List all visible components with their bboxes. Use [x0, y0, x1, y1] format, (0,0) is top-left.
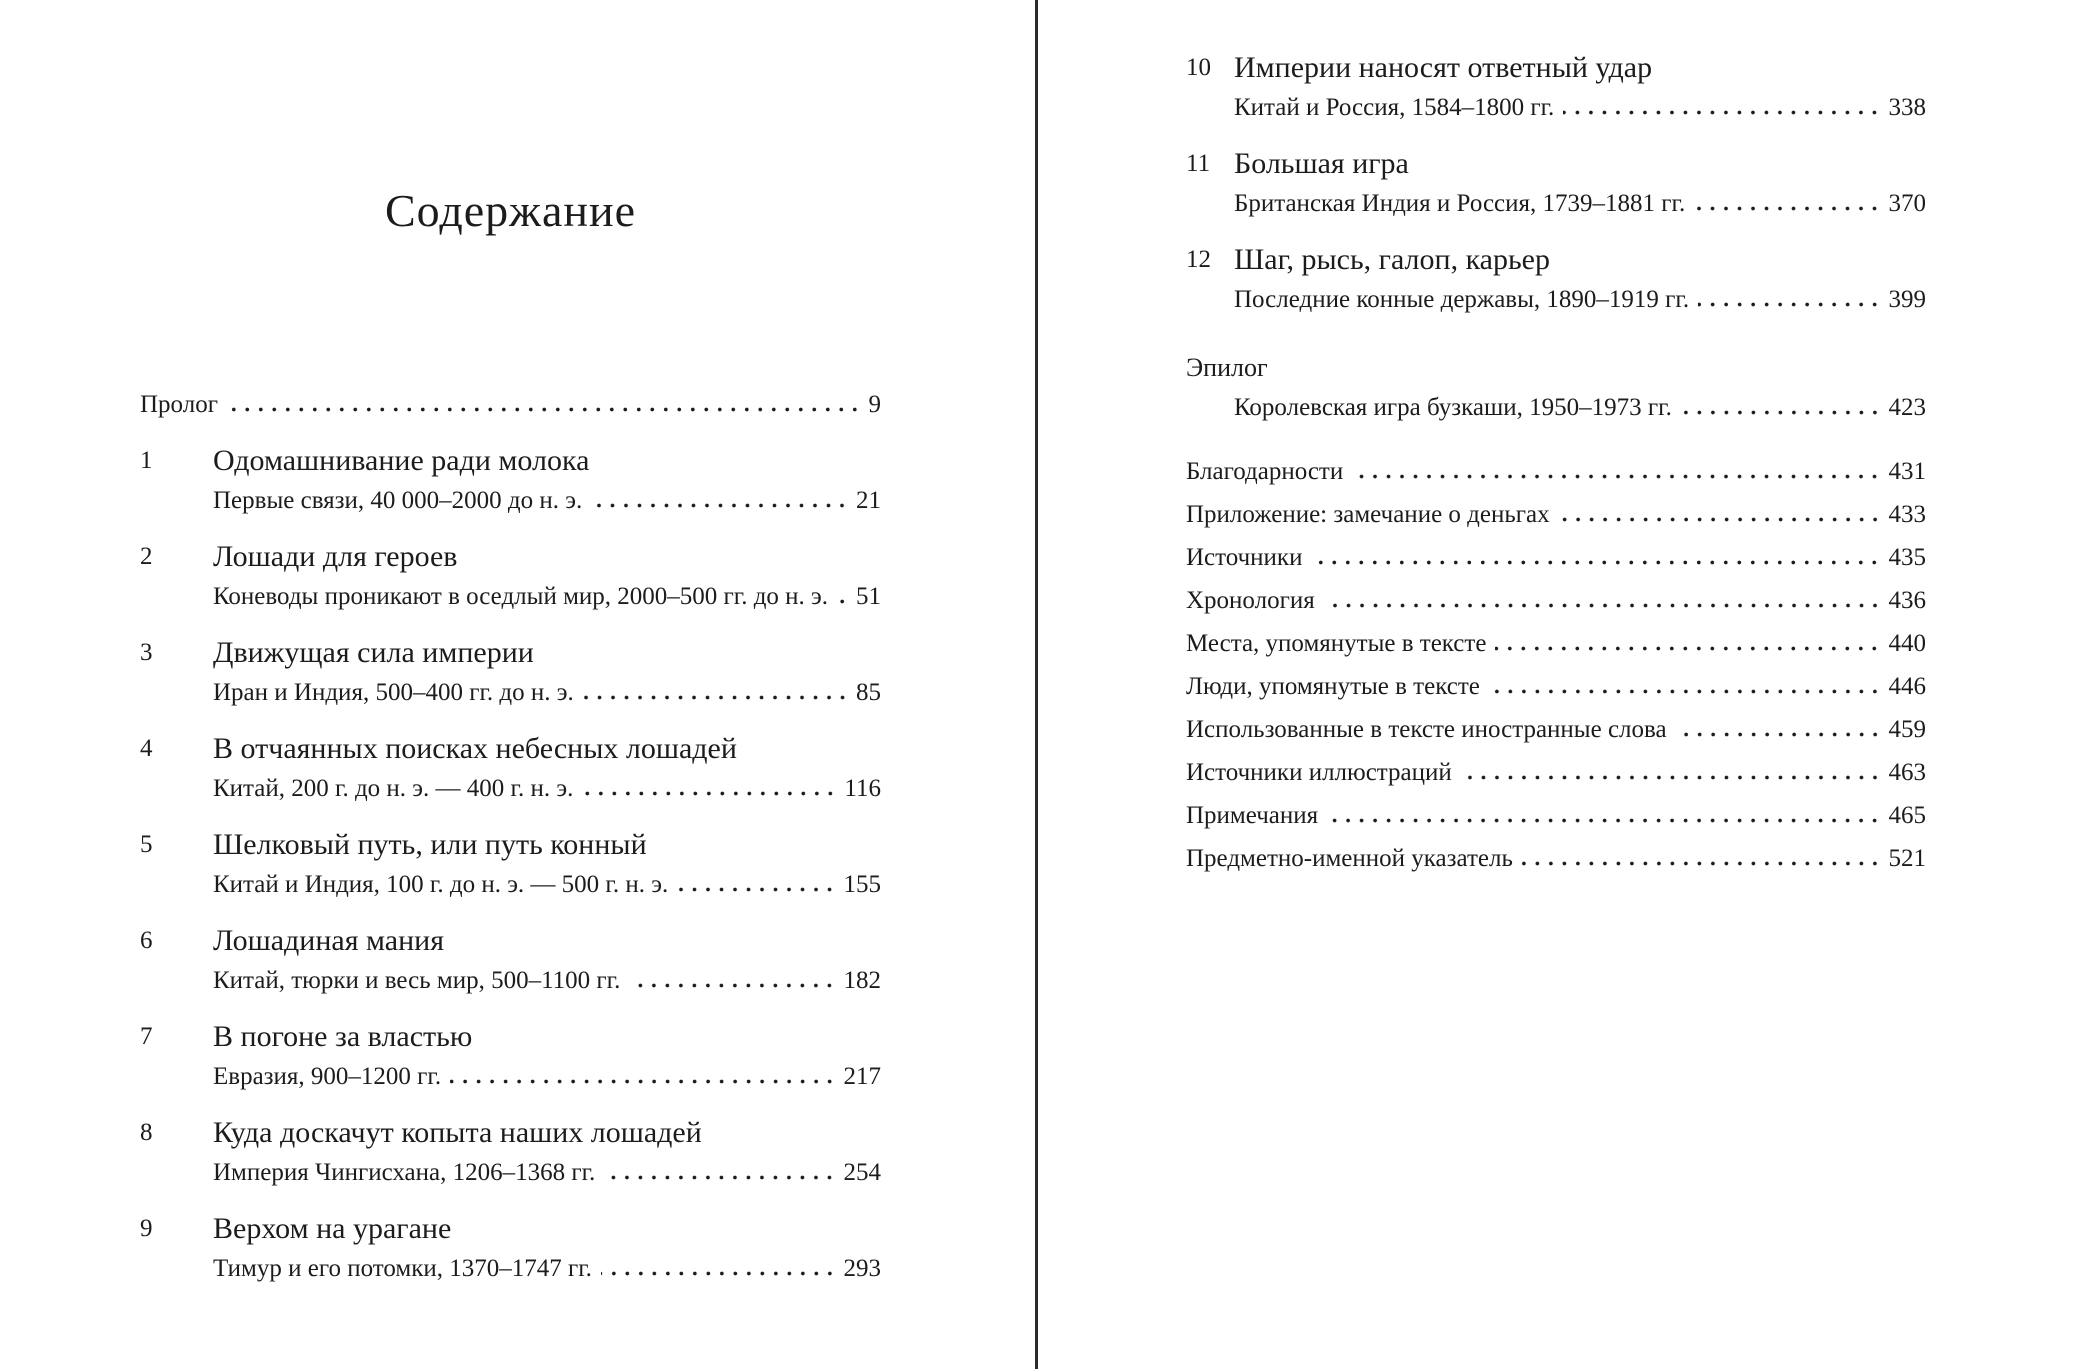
back-matter-label: Использованные в тексте иностранные слова	[1186, 716, 1667, 743]
epilogue-subtitle-row	[1186, 388, 1926, 428]
chapter-list-left	[140, 441, 881, 1289]
chapter-entry	[1186, 48, 1926, 128]
chapter-body	[213, 537, 881, 617]
back-matter-row	[1186, 622, 1926, 665]
chapter-title: Верхом на урагане	[213, 1212, 452, 1245]
chapter-number: 9	[140, 1215, 153, 1242]
chapter-entry	[1186, 144, 1926, 224]
chapter-body	[213, 729, 881, 809]
dot-leader	[1522, 861, 1882, 866]
back-matter-label: Приложение: замечание о деньгах	[1186, 501, 1550, 528]
dot-leader	[1327, 818, 1881, 823]
chapter-subtitle-row	[213, 673, 881, 713]
back-matter-label: Примечания	[1186, 802, 1319, 829]
page-number: 116	[844, 775, 881, 802]
chapter-subtitle-row	[213, 1249, 881, 1289]
dot-leader	[450, 1079, 836, 1084]
chapter-number: 8	[140, 1119, 153, 1146]
page-number: 433	[1888, 501, 1926, 528]
back-matter-label: Благодарности	[1186, 458, 1344, 485]
chapter-number: 11	[1186, 150, 1211, 177]
dot-leader	[1676, 732, 1882, 737]
dot-leader	[583, 695, 849, 700]
chapter-subtitle-row	[213, 769, 881, 809]
page-number: 9	[868, 391, 881, 418]
chapter-subtitle: Британская Индия и Россия, 1739–1881 гг.	[1234, 190, 1686, 217]
dot-leader	[1694, 206, 1881, 211]
back-matter-row	[1186, 493, 1926, 536]
dot-leader	[1559, 517, 1882, 522]
page-number: 521	[1888, 845, 1926, 872]
back-matter-label: Предметно-именной указатель	[1186, 845, 1513, 872]
dot-leader	[227, 407, 862, 412]
epilogue-heading: Эпилог	[1186, 353, 1268, 382]
page-number: 370	[1888, 190, 1926, 217]
chapter-subtitle-row	[213, 1057, 881, 1097]
chapter-body	[213, 825, 881, 905]
chapter-body	[213, 921, 881, 1001]
chapter-subtitle-row	[213, 865, 881, 905]
chapter-number: 1	[140, 447, 153, 474]
back-matter-row	[1186, 665, 1926, 708]
chapter-body	[1234, 144, 1926, 224]
back-matter-label: Источники	[1186, 544, 1303, 571]
page-number: 465	[1888, 802, 1926, 829]
page-number: 21	[856, 487, 881, 514]
back-matter-label: Хронология	[1186, 587, 1315, 614]
epilogue-subtitle: Королевская игра бузкаши, 1950–1973 гг.	[1234, 394, 1672, 421]
chapter-body	[213, 1209, 881, 1289]
chapter-subtitle-row	[1234, 184, 1926, 224]
dot-leader	[1681, 410, 1882, 415]
page-number: 182	[843, 967, 881, 994]
chapter-body	[1234, 48, 1926, 128]
page-number: 436	[1888, 587, 1926, 614]
chapter-title: Шаг, рысь, галоп, карьер	[1234, 243, 1550, 276]
page-number: 435	[1888, 544, 1926, 571]
chapter-subtitle-row	[1234, 88, 1926, 128]
page-number: 217	[843, 1063, 881, 1090]
chapter-subtitle: Китай, тюрки и весь мир, 500–1100 гг.	[213, 967, 621, 994]
dot-leader	[677, 887, 836, 892]
chapter-entry	[140, 825, 881, 905]
page-number: 459	[1888, 716, 1926, 743]
left-page	[140, 0, 881, 1289]
chapter-number: 4	[140, 735, 153, 762]
chapter-number: 5	[140, 831, 153, 858]
chapter-entry	[140, 1017, 881, 1097]
dot-leader	[1563, 110, 1881, 115]
page-number: 293	[843, 1255, 881, 1282]
chapter-entry	[140, 633, 881, 713]
dot-leader	[1311, 560, 1881, 565]
epilogue-block	[1186, 348, 1926, 428]
chapter-subtitle: Империя Чингисхана, 1206–1368 гг.	[213, 1159, 596, 1186]
chapter-subtitle-row	[213, 577, 881, 617]
chapter-subtitle: Евразия, 900–1200 гг.	[213, 1063, 442, 1090]
chapter-entry	[140, 729, 881, 809]
chapter-subtitle-row	[1234, 280, 1926, 320]
back-matter-row	[1186, 450, 1926, 493]
back-matter-label: Люди, упомянутые в тексте	[1186, 673, 1480, 700]
back-matter-row	[1186, 837, 1926, 880]
dot-leader	[837, 599, 849, 604]
back-matter-row	[1186, 536, 1926, 579]
chapter-subtitle: Китай, 200 г. до н. э. — 400 г. н. э.	[213, 775, 574, 802]
chapter-entry	[140, 921, 881, 1001]
chapter-list-right	[1186, 48, 1926, 320]
page-number: 85	[856, 679, 881, 706]
chapter-subtitle: Тимур и его потомки, 1370–1747 гг.	[213, 1255, 592, 1282]
dot-leader	[1352, 474, 1881, 479]
chapter-title: Одомашнивание ради молока	[213, 444, 590, 477]
chapter-number: 7	[140, 1023, 153, 1050]
page-number: 254	[843, 1159, 881, 1186]
chapter-body	[213, 1017, 881, 1097]
chapter-title: Движущая сила империи	[213, 636, 534, 669]
chapter-number: 10	[1186, 54, 1211, 81]
chapter-subtitle: Коневоды проникают в оседлый мир, 2000–500 гг. до н. э.	[213, 583, 829, 610]
back-matter-row	[1186, 751, 1926, 794]
page-number: 446	[1888, 673, 1926, 700]
back-matter-row	[1186, 579, 1926, 622]
dot-leader	[1495, 646, 1881, 651]
chapter-title: В погоне за властью	[213, 1020, 473, 1053]
chapter-body	[1234, 240, 1926, 320]
page-divider	[1035, 0, 1038, 1369]
dot-leader	[1461, 775, 1882, 780]
chapter-subtitle: Первые связи, 40 000–2000 до н. э.	[213, 487, 583, 514]
page-number: 463	[1888, 759, 1926, 786]
chapter-entry	[140, 1113, 881, 1193]
dot-leader	[1324, 603, 1882, 608]
chapter-number: 3	[140, 639, 153, 666]
chapter-title: Лошадиная мания	[213, 924, 445, 957]
chapter-subtitle: Китай и Индия, 100 г. до н. э. — 500 г. н. э.	[213, 871, 669, 898]
chapter-title: Шелковый путь, или путь конный	[213, 828, 647, 861]
prologue-label: Пролог	[140, 391, 218, 418]
page-number: 423	[1888, 394, 1926, 421]
page-title: Содержание	[384, 185, 637, 236]
page-number: 155	[843, 871, 881, 898]
chapter-title: Большая игра	[1234, 147, 1409, 180]
chapter-body	[213, 441, 881, 521]
back-matter-label: Места, упомянутые в тексте	[1186, 630, 1487, 657]
chapter-subtitle-row	[213, 481, 881, 521]
page-number: 440	[1888, 630, 1926, 657]
chapter-subtitle-row	[213, 961, 881, 1001]
chapter-title: Куда доскачут копыта наших лошадей	[213, 1116, 702, 1149]
dot-leader	[1489, 689, 1882, 694]
dot-leader	[1698, 302, 1881, 307]
chapter-subtitle: Иран и Индия, 500–400 гг. до н. э.	[213, 679, 574, 706]
right-page	[1186, 0, 1926, 880]
prologue-row	[140, 385, 881, 425]
dot-leader	[601, 1271, 837, 1276]
chapter-title: Лошади для героев	[213, 540, 458, 573]
back-matter-list	[1186, 450, 1926, 880]
page-number: 431	[1888, 458, 1926, 485]
chapter-entry	[1186, 240, 1926, 320]
chapter-subtitle: Последние конные державы, 1890–1919 гг.	[1234, 286, 1690, 313]
chapter-number: 2	[140, 543, 153, 570]
back-matter-row	[1186, 794, 1926, 837]
dot-leader	[591, 503, 849, 508]
chapter-title: В отчаянных поисках небесных лошадей	[213, 732, 737, 765]
chapter-number: 6	[140, 927, 153, 954]
chapter-subtitle-row	[213, 1153, 881, 1193]
chapter-entry	[140, 537, 881, 617]
back-matter-label: Источники иллюстраций	[1186, 759, 1452, 786]
chapter-body	[213, 633, 881, 713]
page-number: 399	[1888, 286, 1926, 313]
dot-leader	[604, 1175, 836, 1180]
chapter-title: Империи наносят ответный удар	[1234, 51, 1653, 84]
back-matter-row	[1186, 708, 1926, 751]
chapter-number: 12	[1186, 246, 1211, 273]
page-number: 51	[856, 583, 881, 610]
page-number: 338	[1888, 94, 1926, 121]
chapter-entry	[140, 441, 881, 521]
dot-leader	[582, 791, 837, 796]
chapter-body	[213, 1113, 881, 1193]
dot-leader	[629, 983, 836, 988]
chapter-subtitle: Китай и Россия, 1584–1800 гг.	[1234, 94, 1555, 121]
chapter-entry	[140, 1209, 881, 1289]
